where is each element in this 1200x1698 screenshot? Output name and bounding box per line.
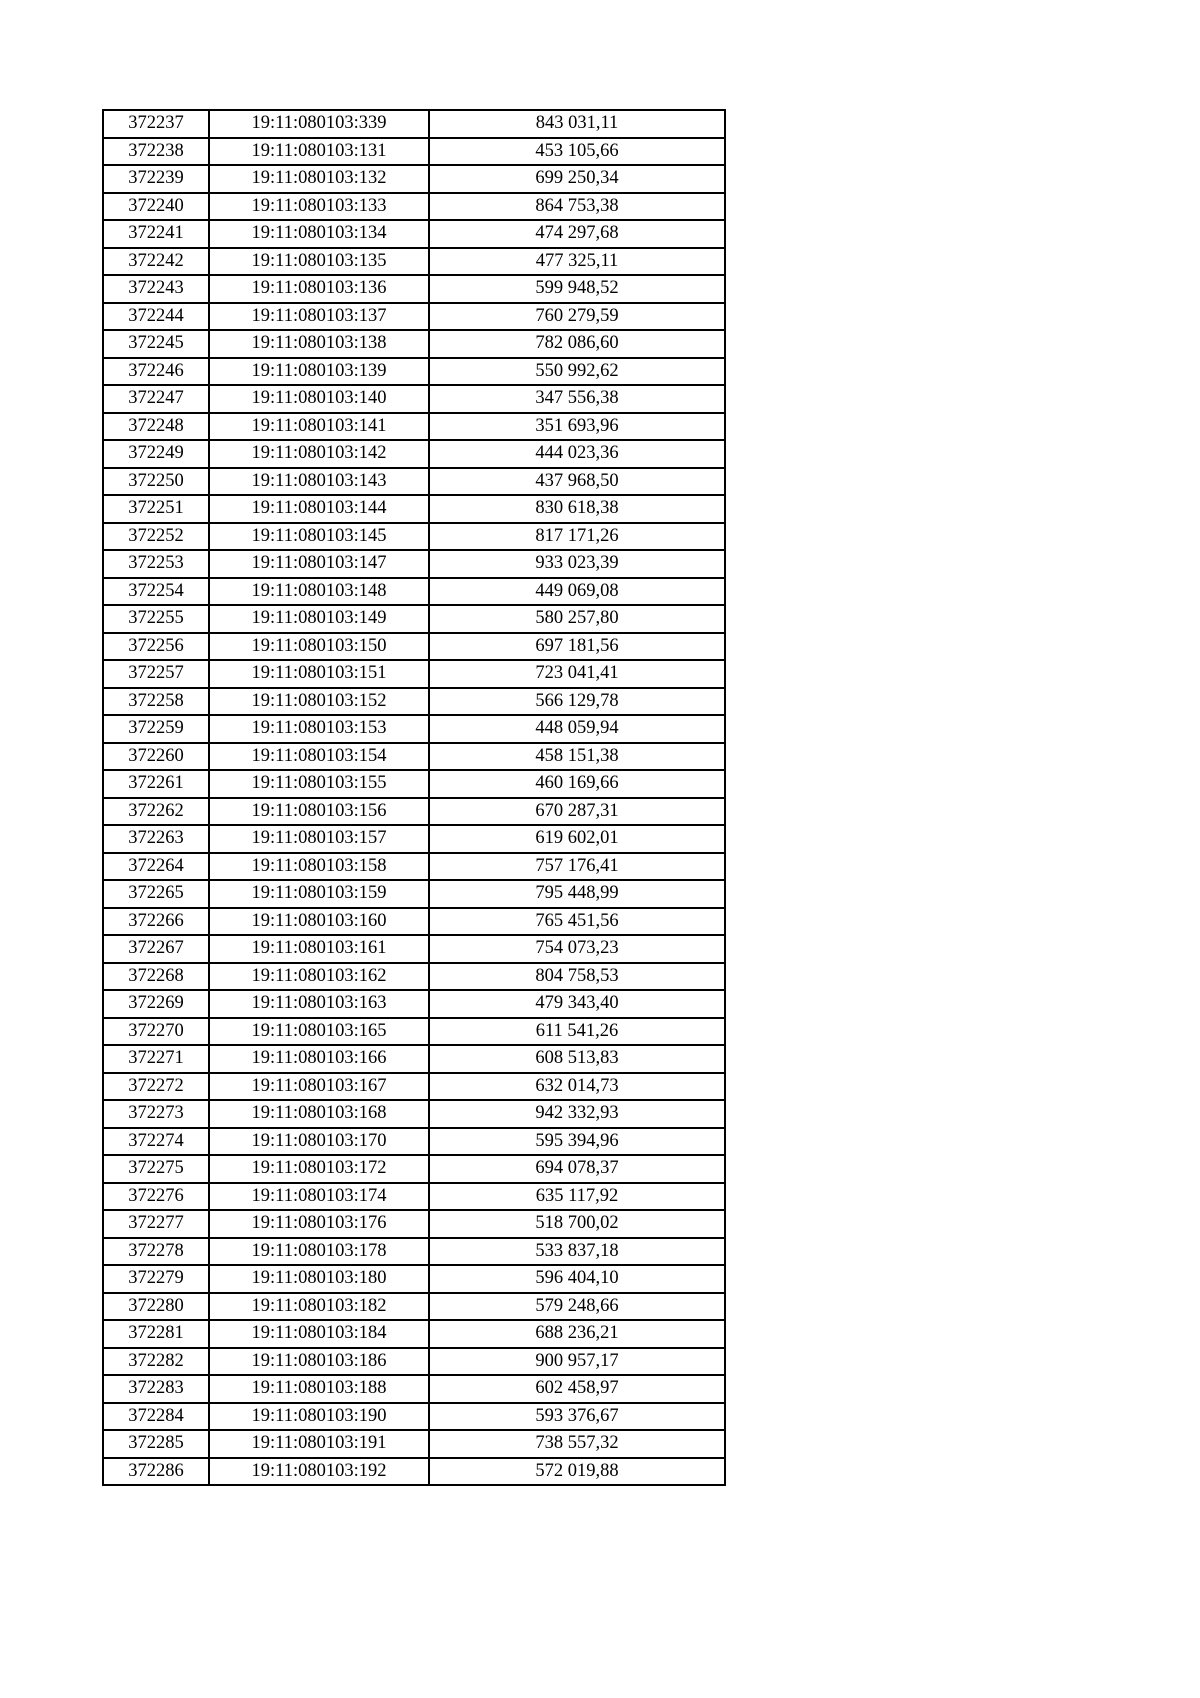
cadastral-value-cell: 474 297,68	[429, 220, 725, 248]
cadastral-number-cell: 19:11:080103:136	[209, 275, 429, 303]
table-row	[103, 935, 725, 963]
table-row	[103, 275, 725, 303]
row-number-cell: 372246	[103, 358, 209, 386]
cadastral-number-cell: 19:11:080103:167	[209, 1073, 429, 1101]
row-number-cell: 372284	[103, 1403, 209, 1431]
cadastral-value-cell: 351 693,96	[429, 413, 725, 441]
cadastral-number-cell: 19:11:080103:135	[209, 248, 429, 276]
row-number-cell: 372252	[103, 523, 209, 551]
row-number-cell: 372248	[103, 413, 209, 441]
table-body	[103, 110, 725, 1485]
cadastral-value-cell: 608 513,83	[429, 1045, 725, 1073]
cadastral-number-cell: 19:11:080103:131	[209, 138, 429, 166]
table-row	[103, 1128, 725, 1156]
table-row	[103, 1155, 725, 1183]
cadastral-number-cell: 19:11:080103:145	[209, 523, 429, 551]
cadastral-number-cell: 19:11:080103:154	[209, 743, 429, 771]
cadastral-number-cell: 19:11:080103:157	[209, 825, 429, 853]
cadastral-value-cell: 444 023,36	[429, 440, 725, 468]
cadastral-value-cell: 619 602,01	[429, 825, 725, 853]
table-row	[103, 963, 725, 991]
table-row	[103, 1265, 725, 1293]
cadastral-number-cell: 19:11:080103:163	[209, 990, 429, 1018]
row-number-cell: 372241	[103, 220, 209, 248]
cadastral-value-cell: 699 250,34	[429, 165, 725, 193]
cadastral-value-cell: 437 968,50	[429, 468, 725, 496]
table-row	[103, 1348, 725, 1376]
row-number-cell: 372278	[103, 1238, 209, 1266]
row-number-cell: 372273	[103, 1100, 209, 1128]
table-row	[103, 1210, 725, 1238]
cadastral-value-cell: 864 753,38	[429, 193, 725, 221]
table-row	[103, 633, 725, 661]
cadastral-value-cell: 448 059,94	[429, 715, 725, 743]
row-number-cell: 372281	[103, 1320, 209, 1348]
table-row	[103, 110, 725, 138]
cadastral-value-cell: 942 332,93	[429, 1100, 725, 1128]
cadastral-value-cell: 723 041,41	[429, 660, 725, 688]
cadastral-value-cell: 754 073,23	[429, 935, 725, 963]
cadastral-value-cell: 347 556,38	[429, 385, 725, 413]
row-number-cell: 372256	[103, 633, 209, 661]
table-row	[103, 715, 725, 743]
table-row	[103, 303, 725, 331]
row-number-cell: 372274	[103, 1128, 209, 1156]
table-row	[103, 908, 725, 936]
row-number-cell: 372261	[103, 770, 209, 798]
cadastral-number-cell: 19:11:080103:339	[209, 110, 429, 138]
cadastral-number-cell: 19:11:080103:190	[209, 1403, 429, 1431]
cadastral-number-cell: 19:11:080103:159	[209, 880, 429, 908]
cadastral-number-cell: 19:11:080103:143	[209, 468, 429, 496]
table-row	[103, 1375, 725, 1403]
table-row	[103, 578, 725, 606]
row-number-cell: 372239	[103, 165, 209, 193]
row-number-cell: 372277	[103, 1210, 209, 1238]
table-row	[103, 743, 725, 771]
cadastral-value-cell: 635 117,92	[429, 1183, 725, 1211]
table-row	[103, 358, 725, 386]
table-row	[103, 825, 725, 853]
row-number-cell: 372285	[103, 1430, 209, 1458]
cadastral-number-cell: 19:11:080103:180	[209, 1265, 429, 1293]
row-number-cell: 372269	[103, 990, 209, 1018]
table-row	[103, 413, 725, 441]
table-row	[103, 880, 725, 908]
row-number-cell: 372259	[103, 715, 209, 743]
cadastral-number-cell: 19:11:080103:174	[209, 1183, 429, 1211]
cadastral-value-cell: 580 257,80	[429, 605, 725, 633]
row-number-cell: 372264	[103, 853, 209, 881]
cadastral-number-cell: 19:11:080103:148	[209, 578, 429, 606]
cadastral-value-cell: 533 837,18	[429, 1238, 725, 1266]
cadastral-number-cell: 19:11:080103:133	[209, 193, 429, 221]
table-row	[103, 1458, 725, 1486]
cadastral-number-cell: 19:11:080103:170	[209, 1128, 429, 1156]
cadastral-number-cell: 19:11:080103:166	[209, 1045, 429, 1073]
row-number-cell: 372238	[103, 138, 209, 166]
cadastral-value-cell: 593 376,67	[429, 1403, 725, 1431]
cadastral-value-cell: 817 171,26	[429, 523, 725, 551]
row-number-cell: 372253	[103, 550, 209, 578]
row-number-cell: 372271	[103, 1045, 209, 1073]
row-number-cell: 372254	[103, 578, 209, 606]
row-number-cell: 372240	[103, 193, 209, 221]
cadastral-number-cell: 19:11:080103:158	[209, 853, 429, 881]
cadastral-number-cell: 19:11:080103:150	[209, 633, 429, 661]
cadastral-value-cell: 760 279,59	[429, 303, 725, 331]
cadastral-number-cell: 19:11:080103:156	[209, 798, 429, 826]
table-row	[103, 770, 725, 798]
table-row	[103, 193, 725, 221]
cadastral-value-cell: 632 014,73	[429, 1073, 725, 1101]
cadastral-value-cell: 843 031,11	[429, 110, 725, 138]
table-row	[103, 248, 725, 276]
cadastral-value-cell: 611 541,26	[429, 1018, 725, 1046]
table-row	[103, 468, 725, 496]
row-number-cell: 372243	[103, 275, 209, 303]
cadastral-number-cell: 19:11:080103:155	[209, 770, 429, 798]
row-number-cell: 372280	[103, 1293, 209, 1321]
cadastral-value-cell: 765 451,56	[429, 908, 725, 936]
row-number-cell: 372286	[103, 1458, 209, 1486]
table-row	[103, 1073, 725, 1101]
table-row	[103, 440, 725, 468]
cadastral-number-cell: 19:11:080103:165	[209, 1018, 429, 1046]
row-number-cell: 372275	[103, 1155, 209, 1183]
cadastral-number-cell: 19:11:080103:134	[209, 220, 429, 248]
cadastral-value-cell: 830 618,38	[429, 495, 725, 523]
table-row	[103, 523, 725, 551]
table-row	[103, 853, 725, 881]
row-number-cell: 372244	[103, 303, 209, 331]
row-number-cell: 372255	[103, 605, 209, 633]
cadastral-number-cell: 19:11:080103:141	[209, 413, 429, 441]
cadastral-number-cell: 19:11:080103:151	[209, 660, 429, 688]
cadastral-number-cell: 19:11:080103:137	[209, 303, 429, 331]
table-row	[103, 1045, 725, 1073]
cadastral-value-cell: 670 287,31	[429, 798, 725, 826]
cadastral-value-cell: 566 129,78	[429, 688, 725, 716]
row-number-cell: 372283	[103, 1375, 209, 1403]
cadastral-number-cell: 19:11:080103:184	[209, 1320, 429, 1348]
row-number-cell: 372251	[103, 495, 209, 523]
cadastral-value-cell: 694 078,37	[429, 1155, 725, 1183]
row-number-cell: 372276	[103, 1183, 209, 1211]
cadastral-number-cell: 19:11:080103:144	[209, 495, 429, 523]
table-row	[103, 990, 725, 1018]
cadastral-number-cell: 19:11:080103:142	[209, 440, 429, 468]
row-number-cell: 372242	[103, 248, 209, 276]
row-number-cell: 372249	[103, 440, 209, 468]
cadastral-value-cell: 782 086,60	[429, 330, 725, 358]
table-row	[103, 1238, 725, 1266]
cadastral-value-cell: 458 151,38	[429, 743, 725, 771]
table-row	[103, 1403, 725, 1431]
cadastral-number-cell: 19:11:080103:176	[209, 1210, 429, 1238]
row-number-cell: 372267	[103, 935, 209, 963]
cadastral-value-cell: 596 404,10	[429, 1265, 725, 1293]
cadastral-value-cell: 697 181,56	[429, 633, 725, 661]
cadastral-value-cell: 757 176,41	[429, 853, 725, 881]
table-row	[103, 1018, 725, 1046]
cadastral-number-cell: 19:11:080103:140	[209, 385, 429, 413]
cadastral-number-cell: 19:11:080103:152	[209, 688, 429, 716]
cadastral-value-cell: 477 325,11	[429, 248, 725, 276]
cadastral-value-cell: 599 948,52	[429, 275, 725, 303]
row-number-cell: 372279	[103, 1265, 209, 1293]
row-number-cell: 372272	[103, 1073, 209, 1101]
cadastral-value-cell: 572 019,88	[429, 1458, 725, 1486]
cadastral-value-cell: 795 448,99	[429, 880, 725, 908]
row-number-cell: 372265	[103, 880, 209, 908]
row-number-cell: 372245	[103, 330, 209, 358]
cadastral-value-cell: 602 458,97	[429, 1375, 725, 1403]
row-number-cell: 372250	[103, 468, 209, 496]
cadastral-value-cell: 933 023,39	[429, 550, 725, 578]
cadastral-number-cell: 19:11:080103:139	[209, 358, 429, 386]
row-number-cell: 372282	[103, 1348, 209, 1376]
table-row	[103, 1320, 725, 1348]
table-row	[103, 330, 725, 358]
cadastral-value-cell: 518 700,02	[429, 1210, 725, 1238]
cadastral-value-cell: 579 248,66	[429, 1293, 725, 1321]
row-number-cell: 372263	[103, 825, 209, 853]
table-row	[103, 385, 725, 413]
table-row	[103, 550, 725, 578]
cadastral-value-cell: 595 394,96	[429, 1128, 725, 1156]
cadastral-value-cell: 460 169,66	[429, 770, 725, 798]
cadastral-number-cell: 19:11:080103:132	[209, 165, 429, 193]
cadastral-value-cell: 479 343,40	[429, 990, 725, 1018]
table-row	[103, 798, 725, 826]
table-row	[103, 220, 725, 248]
cadastral-number-cell: 19:11:080103:149	[209, 605, 429, 633]
cadastral-value-cell: 804 758,53	[429, 963, 725, 991]
cadastral-number-cell: 19:11:080103:168	[209, 1100, 429, 1128]
table-row	[103, 1293, 725, 1321]
cadastral-number-cell: 19:11:080103:178	[209, 1238, 429, 1266]
table-row	[103, 688, 725, 716]
row-number-cell: 372266	[103, 908, 209, 936]
cadastral-number-cell: 19:11:080103:160	[209, 908, 429, 936]
table-row	[103, 495, 725, 523]
table-row	[103, 165, 725, 193]
cadastral-number-cell: 19:11:080103:162	[209, 963, 429, 991]
table-row	[103, 1183, 725, 1211]
cadastral-number-cell: 19:11:080103:161	[209, 935, 429, 963]
cadastral-value-cell: 688 236,21	[429, 1320, 725, 1348]
cadastral-number-cell: 19:11:080103:147	[209, 550, 429, 578]
cadastral-value-cell: 550 992,62	[429, 358, 725, 386]
cadastral-value-table	[102, 109, 726, 1486]
cadastral-number-cell: 19:11:080103:172	[209, 1155, 429, 1183]
cadastral-value-cell: 449 069,08	[429, 578, 725, 606]
row-number-cell: 372257	[103, 660, 209, 688]
row-number-cell: 372268	[103, 963, 209, 991]
cadastral-number-cell: 19:11:080103:153	[209, 715, 429, 743]
cadastral-number-cell: 19:11:080103:182	[209, 1293, 429, 1321]
table-row	[103, 138, 725, 166]
table-row	[103, 1100, 725, 1128]
cadastral-value-cell: 738 557,32	[429, 1430, 725, 1458]
cadastral-value-cell: 900 957,17	[429, 1348, 725, 1376]
table-row	[103, 660, 725, 688]
table-row	[103, 1430, 725, 1458]
cadastral-number-cell: 19:11:080103:192	[209, 1458, 429, 1486]
row-number-cell: 372258	[103, 688, 209, 716]
table-row	[103, 605, 725, 633]
cadastral-number-cell: 19:11:080103:138	[209, 330, 429, 358]
row-number-cell: 372247	[103, 385, 209, 413]
row-number-cell: 372262	[103, 798, 209, 826]
row-number-cell: 372270	[103, 1018, 209, 1046]
cadastral-number-cell: 19:11:080103:188	[209, 1375, 429, 1403]
row-number-cell: 372260	[103, 743, 209, 771]
row-number-cell: 372237	[103, 110, 209, 138]
cadastral-number-cell: 19:11:080103:191	[209, 1430, 429, 1458]
cadastral-number-cell: 19:11:080103:186	[209, 1348, 429, 1376]
cadastral-value-cell: 453 105,66	[429, 138, 725, 166]
